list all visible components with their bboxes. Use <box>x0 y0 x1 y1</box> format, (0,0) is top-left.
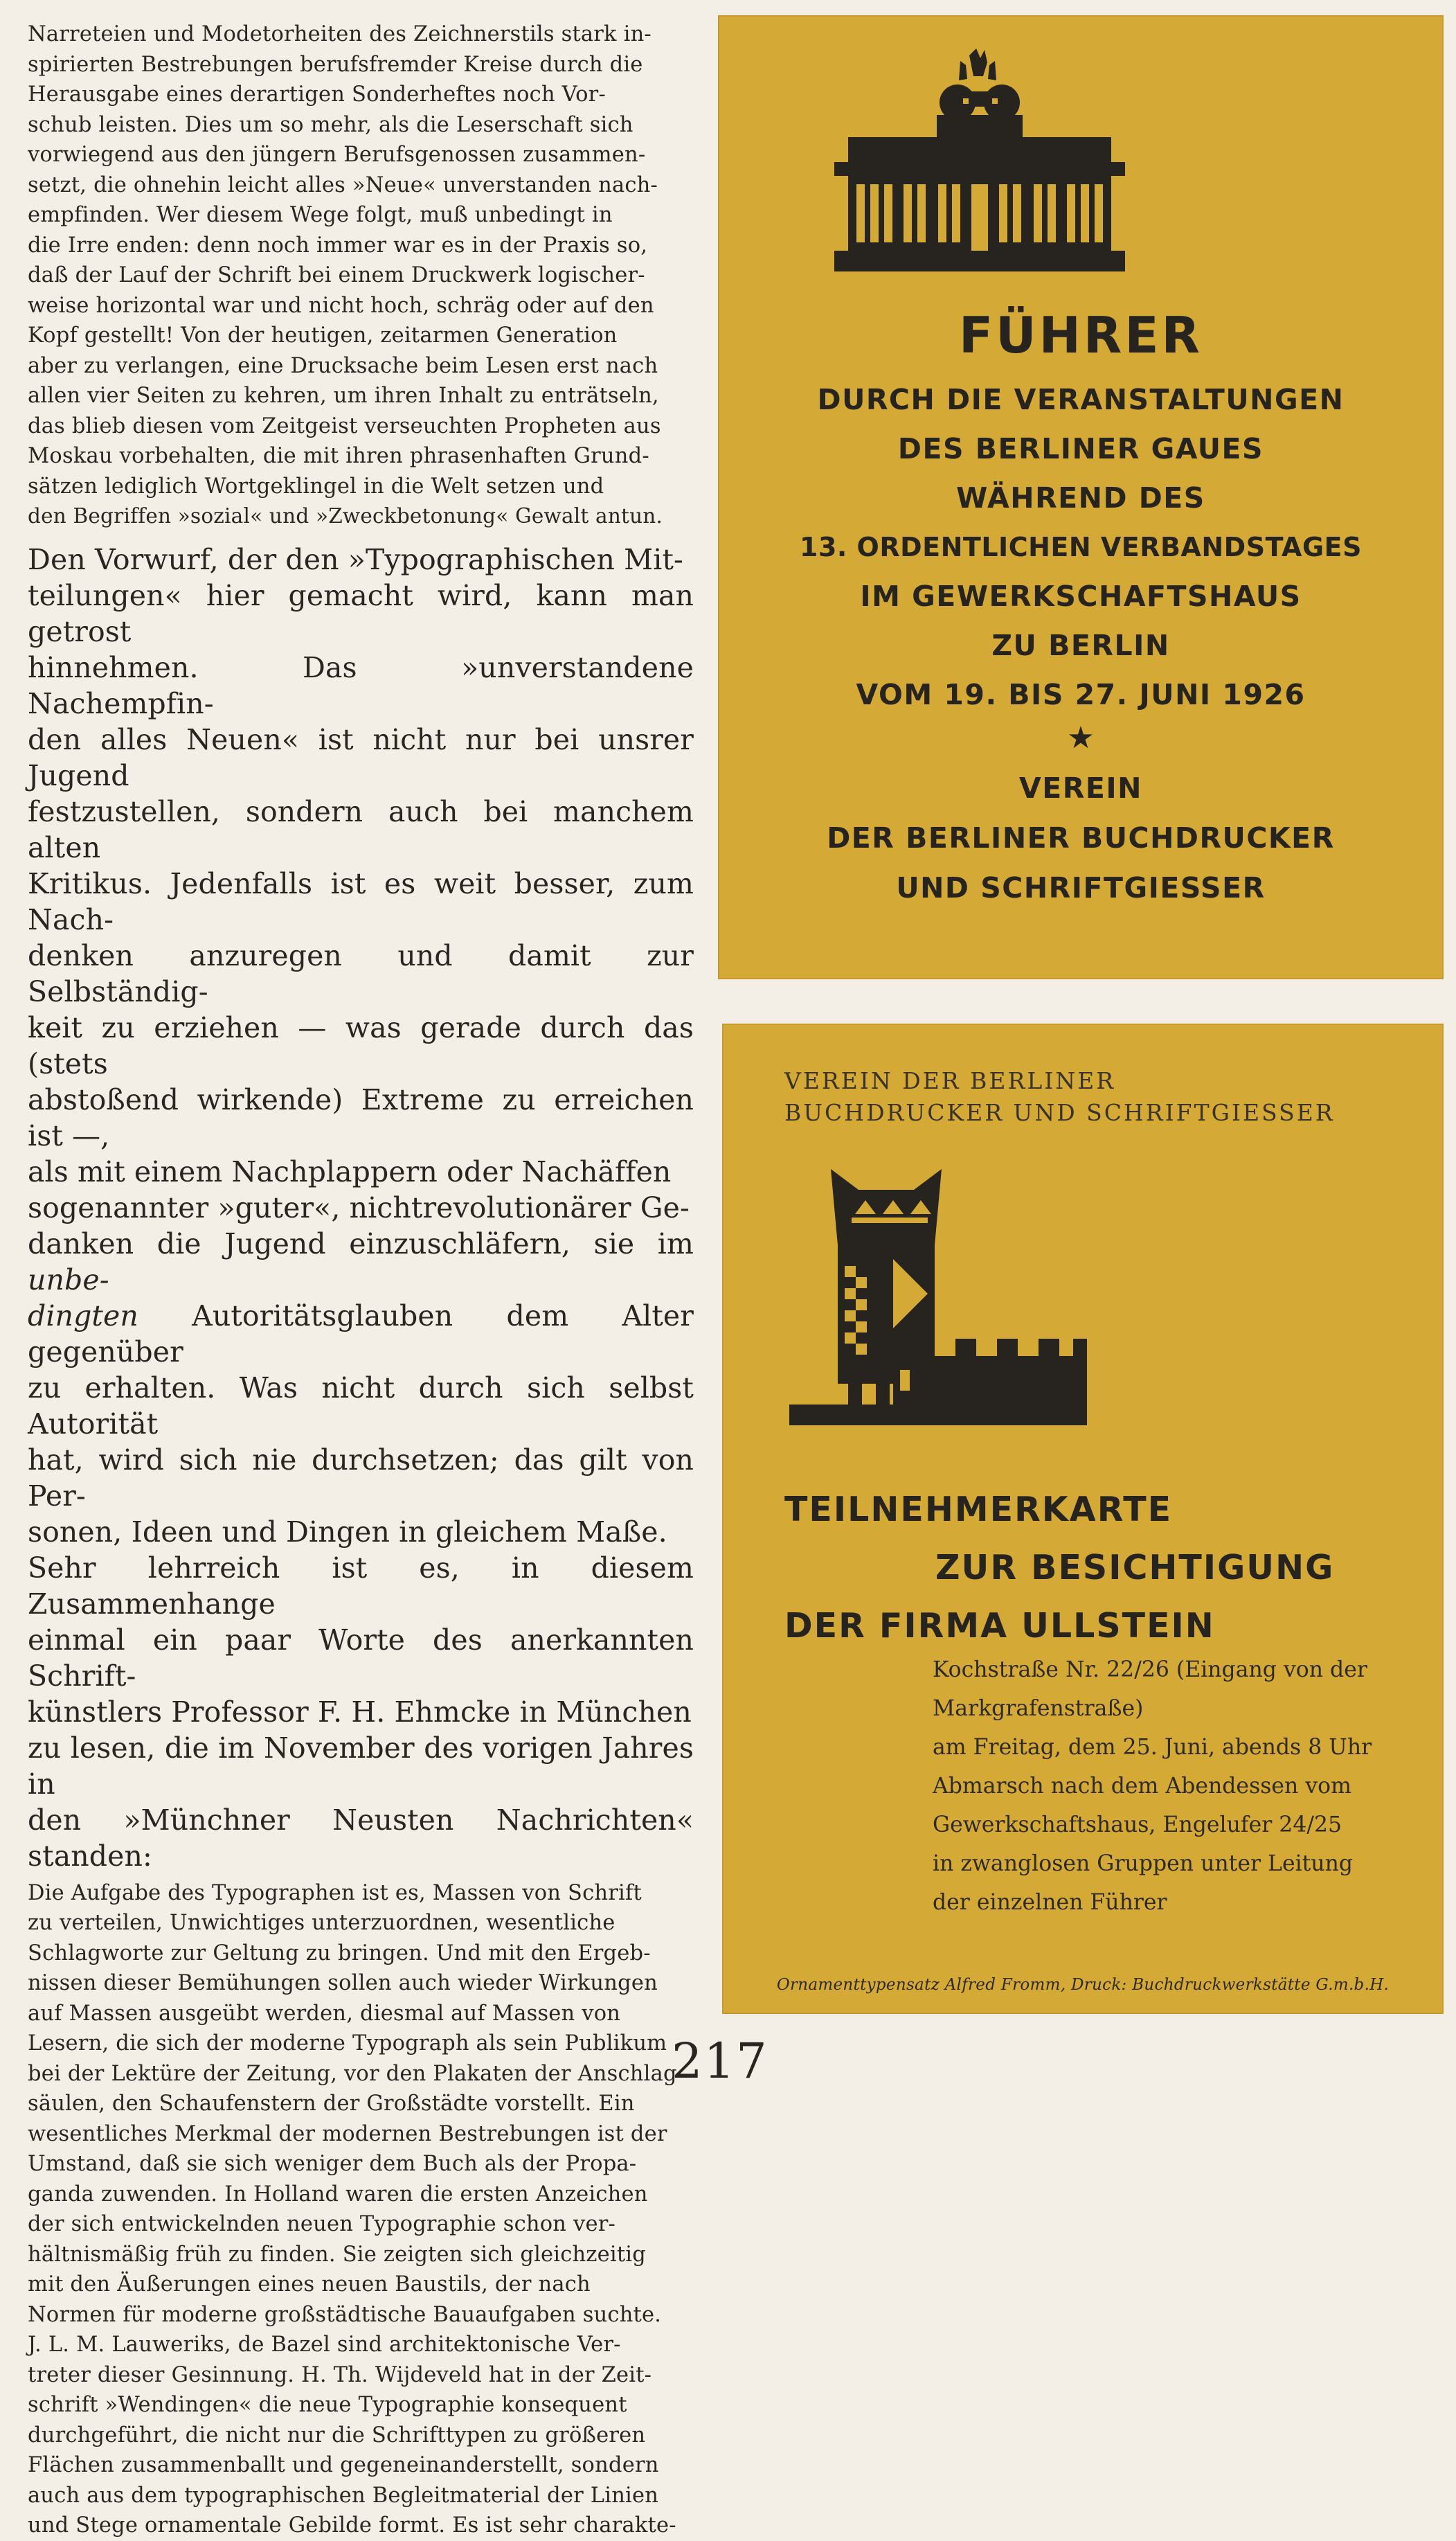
card-title: FÜHRER <box>959 306 1203 364</box>
detail-line: Markgrafenstraße) <box>933 1696 1144 1721</box>
paragraph-quote <box>28 1878 694 2541</box>
italic-word: dingten <box>28 1299 138 1332</box>
text-line: Sehr lehrreich ist es, in diesem Zusammenhange <box>28 1551 694 1621</box>
card-line: WÄHREND DES <box>956 481 1205 515</box>
text-line: schrift »Wendingen« die neue Typographie konsequent <box>28 2393 627 2417</box>
text-segment: danken die Jugend einzuschläfern, sie im <box>28 1227 694 1260</box>
detail-line: Abmarsch nach dem Abendessen vom <box>933 1774 1351 1799</box>
text-line: zu erhalten. Was nicht durch sich selbst Autorität <box>28 1371 694 1441</box>
text-line: Umstand, daß sie sich weniger dem Buch als der Propa- <box>28 2152 637 2176</box>
text-line: und Stege ornamentale Gebilde formt. Es ist sehr charakte- <box>28 2513 676 2538</box>
gate-columns-overlay <box>834 48 1125 277</box>
text-line: setzt, die ohnehin leicht alles »Neue« unverstanden nach- <box>28 172 658 197</box>
text-line: Lesern, die sich der moderne Typograph als sein Publikum <box>28 2031 667 2056</box>
text-line: spirierten Bestrebungen berufsfremder Kreise durch die <box>28 52 643 77</box>
text-line: künstlers Professor F. H. Ehmcke in München <box>28 1695 692 1729</box>
card-line: DER BERLINER BUCHDRUCKER <box>827 821 1335 855</box>
text-line: Kritikus. Jedenfalls ist es weit besser, zum Nach- <box>28 866 694 936</box>
text-line: auch aus dem typographischen Begleitmaterial der Linien <box>28 2483 659 2508</box>
text-line: Schlagworte zur Geltung zu bringen. Und mit den Ergeb- <box>28 1941 651 1965</box>
print-credit: Ornamenttypensatz Alfred Fromm, Druck: Buchdruckwerkstätte G.m.b.H. <box>776 1976 1390 1994</box>
star-icon: ★ <box>1067 720 1095 756</box>
text-line: der sich entwickelnden neuen Typographie schon ver- <box>28 2212 615 2236</box>
owl-icon <box>789 1169 1094 1467</box>
text-line: Herausgabe eines derartigen Sonderheftes noch Vor- <box>28 82 606 107</box>
text-line: schub leisten. Dies um so mehr, als die Leserschaft sich <box>28 112 633 137</box>
text-line: säulen, den Schaufenstern der Großstädte vorstellt. Ein <box>28 2092 635 2116</box>
text-line: bei der Lektüre der Zeitung, vor den Plakaten der Anschlag- <box>28 2061 685 2086</box>
article-column <box>28 19 694 2541</box>
paragraph-response <box>28 542 694 1874</box>
text-line: sätzen lediglich Wortgeklingel in die Welt setzen und <box>28 474 604 499</box>
text-line: den alles Neuen« ist nicht nur bei unsrer Jugend <box>28 722 694 792</box>
italic-word: unbe- <box>28 1263 109 1296</box>
text-line: ganda zuwenden. In Holland waren die ersten Anzeichen <box>28 2182 648 2206</box>
card-line: 13. ORDENTLICHEN VERBANDSTAGES <box>800 532 1362 562</box>
detail-line: der einzelnen Führer <box>933 1890 1167 1915</box>
text-line: den Begriffen »sozial« und »Zweckbetonung« Gewalt antun. <box>28 504 663 528</box>
text-line: Die Aufgabe des Typographen ist es, Massen von Schrift <box>28 1880 642 1905</box>
card-line: VOM 19. BIS 27. JUNI 1926 <box>856 678 1306 711</box>
text-line: die Irre enden: denn noch immer war es in der Praxis so, <box>28 233 648 258</box>
detail-line: am Freitag, dem 25. Juni, abends 8 Uhr <box>933 1735 1372 1760</box>
text-line: durchgeführt, die nicht nur die Schrifttypen zu größeren <box>28 2423 646 2448</box>
text-line: weise horizontal war und nicht hoch, schräg oder auf den <box>28 293 654 318</box>
text-line <box>28 1298 694 1370</box>
text-line: Flächen zusammenballt und gegeneinanderstellt, sondern <box>28 2453 659 2477</box>
text-line: das blieb diesen vom Zeitgeist verseuchten Propheten aus <box>28 413 661 438</box>
text-line: den »Münchner Neusten Nachrichten« standen: <box>28 1803 694 1873</box>
text-line <box>28 1226 694 1298</box>
card-line: VEREIN <box>1019 772 1142 805</box>
card-title-block <box>784 1481 1408 1655</box>
text-line: zu verteilen, Unwichtiges unterzuordnen, wesentliche <box>28 1911 615 1935</box>
card-line: VEREIN DER BERLINER <box>784 1067 1116 1094</box>
text-line: einmal ein paar Worte des anerkannten Schrift- <box>28 1623 694 1693</box>
text-line: denken anzuregen und damit zur Selbständig- <box>28 938 694 1008</box>
text-line: J. L. M. Lauweriks, de Bazel sind architektonische Ver- <box>28 2333 621 2357</box>
guide-card <box>718 15 1444 979</box>
text-line: hat, wird sich nie durchsetzen; das gilt von Per- <box>28 1443 694 1513</box>
participant-card <box>722 1024 1444 2014</box>
detail-line: Gewerkschaftshaus, Engelufer 24/25 <box>933 1812 1342 1837</box>
text-line: abstoßend wirkende) Extreme zu erreichen ist —, <box>28 1082 694 1152</box>
text-line: mit den Äußerungen eines neuen Baustils, der nach <box>28 2272 591 2297</box>
text-line: keit zu erziehen — was gerade durch das (stets <box>28 1010 694 1080</box>
text-line: allen vier Seiten zu kehren, um ihren Inhalt zu enträtseln, <box>28 384 659 408</box>
text-line: hältnismäßig früh zu finden. Sie zeigten sich gleichzeitig <box>28 2242 646 2267</box>
page-number: 217 <box>672 2033 769 2089</box>
card-line: DURCH DIE VERANSTALTUNGEN <box>817 383 1345 416</box>
detail-line: in zwanglosen Gruppen unter Leitung <box>933 1851 1354 1876</box>
text-line: empfinden. Wer diesem Wege folgt, muß unbedingt in <box>28 203 613 227</box>
paragraph-intro <box>28 19 694 532</box>
text-line: nissen dieser Bemühungen sollen auch wieder Wirkungen <box>28 1971 658 1995</box>
card-line: IM GEWERKSCHAFTSHAUS <box>860 580 1302 613</box>
card-line: ZU BERLIN <box>991 629 1170 662</box>
text-line: daß der Lauf der Schrift bei einem Druckwerk logischer- <box>28 263 645 287</box>
text-line: zu lesen, die im November des vorigen Jahres in <box>28 1731 694 1801</box>
card-line: UND SCHRIFTGIESSER <box>896 871 1266 904</box>
text-line: Normen für moderne großstädtische Bauaufgaben suchte. <box>28 2302 662 2327</box>
card-line: DES BERLINER GAUES <box>897 432 1264 465</box>
text-line: Kopf gestellt! Von der heutigen, zeitarmen Generation <box>28 323 618 348</box>
text-line: Narreteien und Modetorheiten des Zeichnerstils stark in- <box>28 22 651 46</box>
text-line: treter dieser Gesinnung. H. Th. Wijdeveld hat in der Zeit- <box>28 2362 652 2387</box>
text-line: als mit einem Nachplappern oder Nachäffen <box>28 1154 672 1188</box>
card-title-line: TEILNEHMERKARTE <box>784 1490 1173 1529</box>
card-title-line: DER FIRMA ULLSTEIN <box>784 1606 1215 1646</box>
card-organization <box>784 1065 1335 1129</box>
text-segment: Autoritätsglauben dem Alter gegenüber <box>28 1299 694 1368</box>
card-details <box>933 1650 1431 1922</box>
text-line: Den Vorwurf, der den »Typographischen Mit- <box>28 542 683 576</box>
card-line: BUCHDRUCKER UND SCHRIFTGIESSER <box>784 1099 1335 1126</box>
text-line: sogenannter »guter«, nichtrevolutionärer Ge- <box>28 1191 690 1224</box>
detail-line: Kochstraße Nr. 22/26 (Eingang von der <box>933 1657 1367 1682</box>
card-title-line: ZUR BESICHTIGUNG <box>935 1548 1335 1587</box>
text-line: auf Massen ausgeübt werden, diesmal auf Massen von <box>28 2001 621 2026</box>
text-line: hinnehmen. Das »unverstandene Nachempfin- <box>28 650 694 720</box>
card-subtitle-block <box>718 375 1444 720</box>
text-line: sonen, Ideen und Dingen in gleichem Maße. <box>28 1515 667 1549</box>
text-line: wesentliches Merkmal der modernen Bestrebungen ist der <box>28 2121 667 2146</box>
text-line: aber zu verlangen, eine Drucksache beim Lesen erst nach <box>28 353 658 378</box>
text-line: vorwiegend aus den jüngern Berufsgenossen zusammen- <box>28 143 646 167</box>
card-organization-block <box>718 763 1444 913</box>
text-line: festzustellen, sondern auch bei manchem alten <box>28 794 694 864</box>
text-line: Moskau vorbehalten, die mit ihren phrasenhaften Grund- <box>28 444 649 468</box>
text-line: teilungen« hier gemacht wird, kann man getrost <box>28 578 694 648</box>
